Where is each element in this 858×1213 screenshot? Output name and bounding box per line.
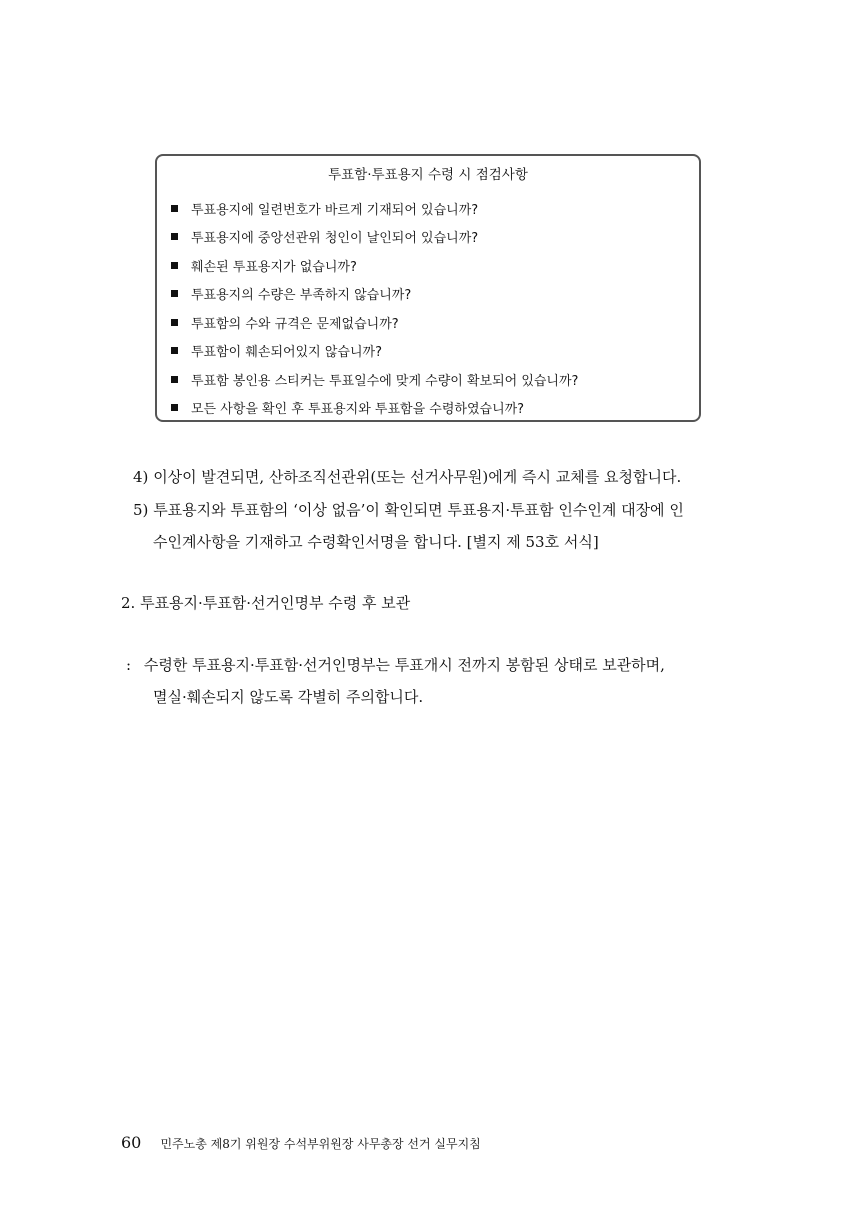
checklist-item: [171, 394, 578, 423]
square-bullet-icon: [171, 404, 178, 411]
square-bullet-icon: [171, 233, 178, 240]
colon-marker: :: [126, 656, 132, 674]
paragraph-text: 투표용지와 투표함의 ‘이상 없음’이 확인되면 투표용지·투표함 인수인계 대장에 인: [153, 501, 684, 519]
square-bullet-icon: [171, 376, 178, 383]
checklist-item: [171, 365, 578, 394]
checklist-item-text: 투표용지의 수량은 부족하지 않습니까?: [191, 288, 412, 304]
section-heading: 2. 투표용지·투표함·선거인명부 수령 후 보관: [121, 594, 411, 612]
checklist-title: 투표함·투표용지 수령 시 점검사항: [328, 167, 528, 183]
checklist-item-text: 모든 사항을 확인 후 투표용지와 투표함을 수령하였습니까?: [191, 402, 525, 418]
paragraph-text: 이상이 발견되면, 산하조직선관위(또는 선거사무원)에게 즉시 교체를 요청합니다.: [153, 468, 682, 486]
checklist-item: [171, 337, 578, 366]
checklist-item-text: 투표용지에 일련번호가 바르게 기재되어 있습니까?: [191, 202, 479, 218]
paragraph-number: 4): [133, 468, 149, 486]
checklist-item-text: 투표용지에 중앙선관위 청인이 날인되어 있습니까?: [191, 231, 479, 247]
paragraph-4: [133, 467, 681, 487]
body-text: 수령한 투표용지·투표함·선거인명부는 투표개시 전까지 봉함된 상태로 보관하며,: [143, 656, 665, 674]
square-bullet-icon: [171, 290, 178, 297]
checklist-item: [171, 251, 578, 280]
square-bullet-icon: [171, 262, 178, 269]
checklist-item: [171, 280, 578, 309]
section-2-body: [126, 655, 665, 675]
paragraph-number: 5): [133, 501, 149, 519]
checklist-item-text: 투표함이 훼손되어있지 않습니까?: [191, 345, 382, 361]
paragraph-5-continued: [153, 532, 599, 552]
section-2-body-continued: [153, 687, 423, 707]
checklist-item-text: 투표함의 수와 규격은 문제없습니까?: [191, 316, 399, 332]
paragraph-text: 수인계사항을 기재하고 수령확인서명을 합니다. [별지 제 53호 서식]: [153, 533, 599, 551]
checklist-box: [155, 154, 701, 422]
checklist-item-text: 훼손된 투표용지가 없습니까?: [191, 259, 357, 275]
page-footer: [121, 1133, 481, 1152]
body-text: 멸실·훼손되지 않도록 각별히 주의합니다.: [153, 688, 424, 706]
page-number: 60: [121, 1133, 142, 1152]
footer-title: 민주노총 제8기 위원장 수석부위원장 사무총장 선거 실무지침: [160, 1137, 481, 1151]
checklist-item: [171, 223, 578, 252]
square-bullet-icon: [171, 319, 178, 326]
square-bullet-icon: [171, 205, 178, 212]
square-bullet-icon: [171, 347, 178, 354]
checklist-item-text: 투표함 봉인용 스티커는 투표일수에 맞게 수량이 확보되어 있습니까?: [191, 373, 579, 389]
checklist: [171, 194, 578, 422]
checklist-item: [171, 308, 578, 337]
checklist-item: [171, 194, 578, 223]
paragraph-5: [133, 500, 684, 520]
